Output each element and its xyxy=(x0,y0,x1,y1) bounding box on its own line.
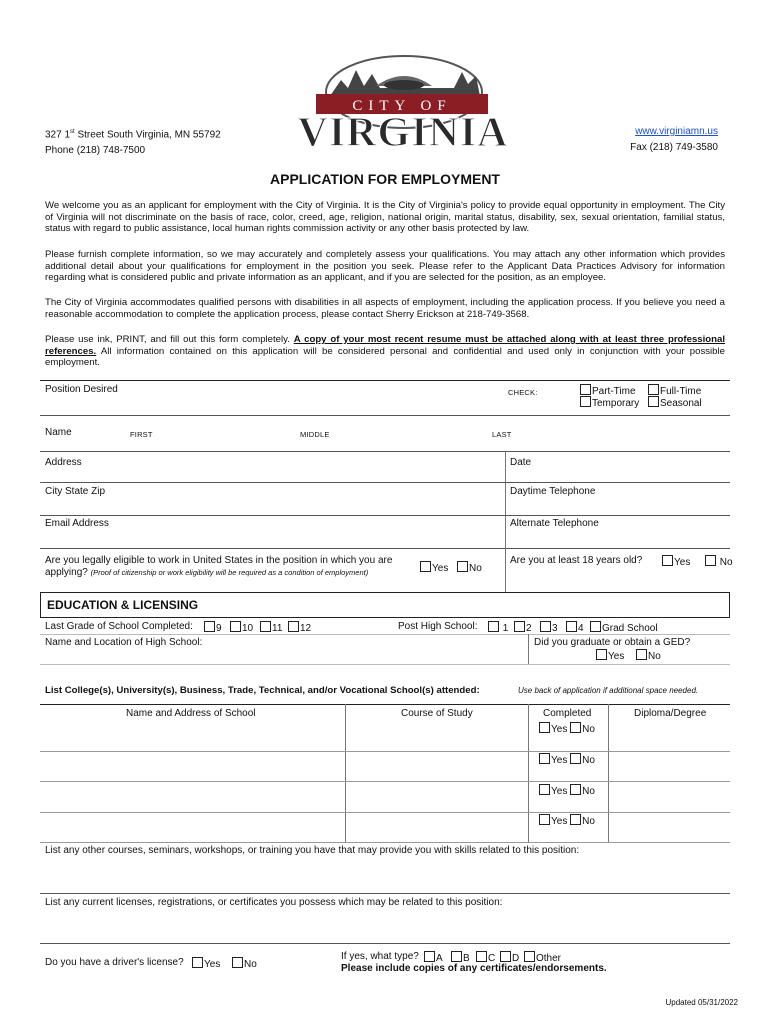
col-completed: Completed xyxy=(543,708,592,719)
divider xyxy=(505,451,506,548)
table-row xyxy=(40,812,730,813)
divider xyxy=(40,548,730,549)
college-list-label: List College(s), University(s), Business, Trade, Technical, and/or Vocational School(s) attended: xyxy=(45,685,480,696)
divider xyxy=(40,634,730,635)
divider xyxy=(345,704,346,842)
city-phone: Phone (218) 748-7500 xyxy=(45,145,146,157)
license-type-label: If yes, what type? xyxy=(341,951,419,962)
last-name-caption: LAST xyxy=(492,430,512,439)
table-row xyxy=(40,842,730,843)
col-diploma-degree: Diploma/Degree xyxy=(634,708,707,719)
eligible-yes-checkbox[interactable]: Yes xyxy=(420,561,448,574)
address-field[interactable]: Address xyxy=(45,457,82,468)
divider xyxy=(40,415,730,416)
table-row xyxy=(40,751,730,752)
divider xyxy=(608,704,609,842)
city-contact-block xyxy=(600,124,718,156)
divider xyxy=(40,482,730,483)
email-field[interactable]: Email Address xyxy=(45,518,109,529)
intro-paragraph-1: We welcome you as an applicant for employment with the City of Virginia. It is the City of Virginia's policy to provide equal opportunity in employment. The City of Virginia will not discriminate on the basis of race, color, creed, age, religion, national origin, marital status, disability, sex, sexual orientation, familial status, status with regard to public assistance, local human rights commission activity or any other basis protected by law. xyxy=(45,200,725,234)
divider xyxy=(40,515,730,516)
divider xyxy=(40,893,730,894)
other-courses-field[interactable]: List any other courses, seminars, workshops, or training you have that may provide you with skills related to this position: xyxy=(45,845,580,856)
grade-9-checkbox[interactable]: 9 xyxy=(204,621,222,634)
eligibility-note: (Proof of citizenship or work eligibility will be required as a condition of employment) xyxy=(90,568,369,577)
divider xyxy=(528,634,529,664)
license-copies-note: Please include copies of any certificates/endorsements. xyxy=(341,963,607,974)
post-high-3-checkbox[interactable]: 3 xyxy=(540,621,558,634)
completed-yes-checkbox[interactable]: Yes No xyxy=(539,814,595,827)
age-no-checkbox[interactable]: No xyxy=(705,555,733,568)
divider xyxy=(40,704,730,705)
license-type-d-checkbox[interactable]: D xyxy=(500,951,519,964)
divider xyxy=(40,943,730,944)
completed-yes-checkbox[interactable]: Yes No xyxy=(539,722,595,735)
divider xyxy=(40,380,730,381)
drivers-license-yes-checkbox[interactable]: Yes xyxy=(192,957,220,970)
ged-no-checkbox[interactable]: No xyxy=(636,649,661,662)
license-type-c-checkbox[interactable]: C xyxy=(476,951,495,964)
first-name-caption: FIRST xyxy=(130,430,153,439)
post-high-4-checkbox[interactable]: 4 xyxy=(566,621,584,634)
middle-name-caption: MIDDLE xyxy=(300,430,330,439)
completed-yes-checkbox[interactable]: Yes No xyxy=(539,784,595,797)
grad-school-checkbox[interactable]: Grad School xyxy=(590,621,658,634)
alternate-telephone-field[interactable]: Alternate Telephone xyxy=(510,518,599,529)
grade-10-checkbox[interactable]: 10 xyxy=(230,621,253,634)
grade-12-checkbox[interactable]: 12 xyxy=(288,621,311,634)
divider xyxy=(528,704,529,842)
divider xyxy=(40,451,730,452)
post-high-school-label: Post High School: xyxy=(398,621,478,632)
license-type-b-checkbox[interactable]: B xyxy=(451,951,470,964)
daytime-telephone-field[interactable]: Daytime Telephone xyxy=(510,486,596,497)
part-time-checkbox[interactable]: Part-Time xyxy=(580,384,636,397)
completed-yes-checkbox[interactable]: Yes No xyxy=(539,753,595,766)
post-high-2-checkbox[interactable]: 2 xyxy=(514,621,532,634)
seasonal-checkbox[interactable]: Seasonal xyxy=(648,396,702,409)
eligible-no-checkbox[interactable]: No xyxy=(457,561,482,574)
full-time-checkbox[interactable]: Full-Time xyxy=(648,384,701,397)
position-desired-label: Position Desired xyxy=(45,384,118,395)
last-grade-label: Last Grade of School Completed: xyxy=(45,621,193,632)
check-label: CHECK: xyxy=(508,388,538,397)
high-school-name-field[interactable]: Name and Location of High School: xyxy=(45,637,203,648)
page-title: APPLICATION FOR EMPLOYMENT xyxy=(270,171,500,187)
col-course-of-study: Course of Study xyxy=(401,708,473,719)
temporary-checkbox[interactable]: Temporary xyxy=(580,396,639,409)
city-of-virginia-logo xyxy=(256,52,550,152)
col-school-name: Name and Address of School xyxy=(126,708,256,719)
website-link[interactable]: www.virginiamn.us xyxy=(635,126,718,137)
address-line-1: 327 1 xyxy=(45,129,71,141)
age-question: Are you at least 18 years old? xyxy=(510,555,643,566)
drivers-license-question: Do you have a driver's license? xyxy=(45,957,184,968)
license-type-other-checkbox[interactable]: Other xyxy=(524,951,561,964)
name-label: Name xyxy=(45,427,72,438)
post-high-1-checkbox[interactable]: 1 xyxy=(488,621,508,634)
intro-paragraph-3: The City of Virginia accommodates qualified persons with disabilities in all aspects of employment, including the application process. If you believe you need a reasonable accommodation to complete the application process, please contact Sherry Erickson at 218-749-3568. xyxy=(45,297,725,320)
grade-11-checkbox[interactable]: 11 xyxy=(260,621,282,634)
use-back-note: Use back of application if additional space needed. xyxy=(518,686,699,695)
city-fax: Fax (218) 749-3580 xyxy=(630,142,718,153)
table-row xyxy=(40,781,730,782)
intro-paragraph-4: Please use ink, PRINT, and fill out this form completely. A copy of your most recent resume must be attached along with at least three professional references. All information contained on this application will be considered personal and confidential and used only in conjunction with your possible employment. xyxy=(45,334,725,368)
drivers-license-no-checkbox[interactable]: No xyxy=(232,957,257,970)
divider xyxy=(505,548,506,592)
logo-virginia-text: VIRGINIA xyxy=(297,110,509,152)
ged-question: Did you graduate or obtain a GED? xyxy=(534,637,691,648)
ged-yes-checkbox[interactable]: Yes xyxy=(596,649,624,662)
divider xyxy=(40,664,730,665)
logo-city-of-text: CITY OF xyxy=(352,98,452,114)
city-state-zip-field[interactable]: City State Zip xyxy=(45,486,106,497)
intro-paragraph-2: Please furnish complete information, so we may accurately and completely assess your qualifications. You may attach any other information which provides additional detail about your qualifications for employment in the position you seek. Please refer to the Applicant Data Practices Advisory for information regarding what is considered public and private information as an applicant, and if you are selected for the position, as an employee. xyxy=(45,249,725,283)
age-yes-checkbox[interactable]: Yes xyxy=(662,555,690,568)
date-field[interactable]: Date xyxy=(510,457,532,468)
license-type-a-checkbox[interactable]: A xyxy=(424,951,443,964)
updated-date: Updated 05/31/2022 xyxy=(665,998,738,1007)
work-eligibility-question: Are you legally eligible to work in United States in the position in which you are xyxy=(45,555,393,566)
education-heading: EDUCATION & LICENSING xyxy=(47,598,199,612)
licenses-field[interactable]: List any current licenses, registrations, or certificates you possess which may be related to this position: xyxy=(45,897,503,908)
city-address-block: 327 1st Street South Virginia, MN 55792 Phone (218) 748-7500 xyxy=(45,124,221,159)
